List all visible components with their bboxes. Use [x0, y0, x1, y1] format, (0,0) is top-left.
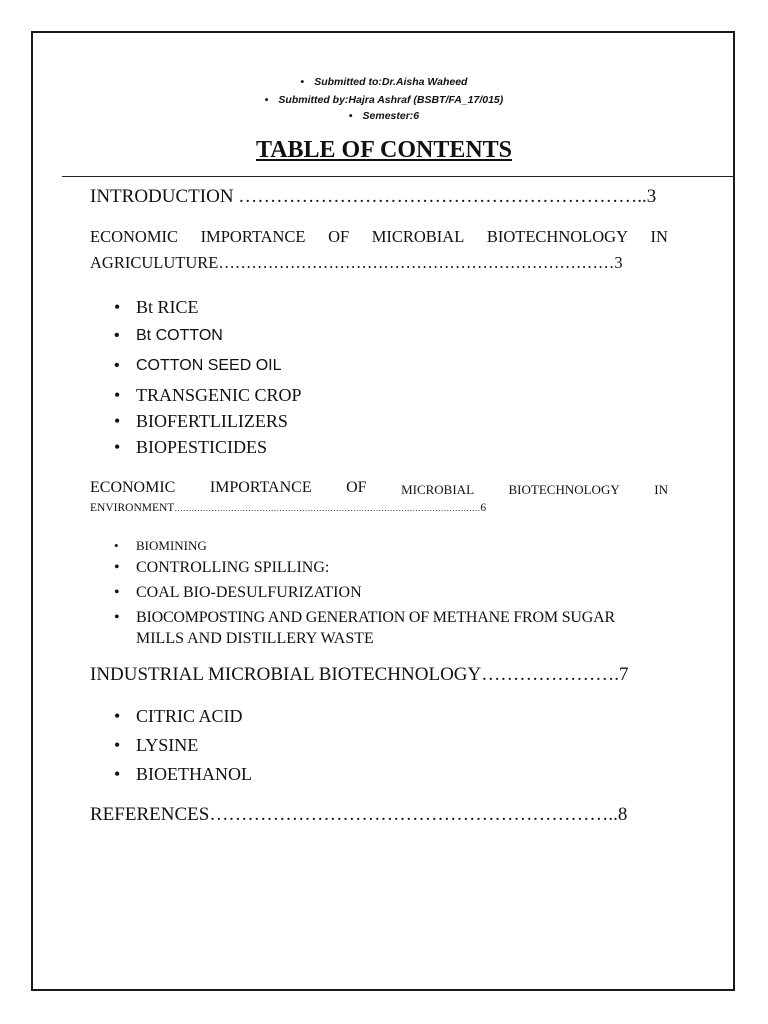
word: BIOTECHNOLOGY [508, 482, 620, 497]
bullet-dot: • [114, 609, 120, 626]
toc-entry-references [90, 804, 627, 826]
semester-line [0, 110, 768, 122]
word: MICROBIAL [401, 482, 475, 497]
word: OF [346, 479, 367, 496]
entry-leader: …………………. [481, 664, 619, 685]
entry-label: INTRODUCTION [90, 186, 234, 207]
word: OF [328, 227, 350, 246]
entry-page: 3 [614, 253, 623, 272]
toc-entry-environment-line1 [90, 479, 668, 498]
entry-label: REFERENCES [90, 804, 210, 825]
entry-page: 3 [646, 186, 657, 207]
entry-leader: ……………………………………………………………………………………………… [174, 503, 481, 513]
title-rule [62, 176, 734, 177]
entry-leader: ……………………………………………………….. [233, 186, 647, 207]
bullet-dot: • [348, 110, 353, 122]
toc-entry-environment-line2 [90, 502, 486, 514]
entry-leader: ……………………………………………………………… [218, 253, 615, 272]
word: ECONOMIC [90, 479, 176, 496]
submitted-by-line [0, 94, 768, 106]
bullet-dot: • [114, 327, 120, 344]
word: BIOTECHNOLOGY [486, 227, 628, 246]
toc-entry-introduction [90, 186, 656, 208]
bullet-dot: • [114, 538, 119, 553]
bullet-dot: • [114, 764, 121, 784]
word: MICROBIAL [371, 227, 465, 246]
submitted-to-line [0, 76, 768, 88]
entry-label: ENVIRONMENT [90, 502, 175, 514]
bullet-dot: • [114, 584, 120, 601]
entry-page: 6 [480, 502, 487, 514]
bullet-dot: • [114, 385, 121, 405]
entry-page: 8 [617, 804, 628, 825]
submitted-by: Submitted by:Hajra Ashraf (BSBT/FA_17/015) [278, 94, 504, 106]
entry-leader: ……………………………………………………….. [209, 804, 618, 825]
word: ECONOMIC [90, 227, 179, 246]
bullet-dot: • [114, 735, 121, 755]
semester: Semester:6 [362, 110, 420, 122]
bullet-dot: • [114, 297, 121, 317]
word: IMPORTANCE [200, 227, 306, 246]
entry-label: INDUSTRIAL MICROBIAL BIOTECHNOLOGY [90, 664, 482, 685]
word: IMPORTANCE [209, 479, 312, 496]
entry-page: 7 [619, 664, 629, 685]
submitted-to: Submitted to:Dr.Aisha Waheed [314, 76, 468, 88]
word: IN [654, 482, 668, 497]
bullet-dot: • [114, 559, 120, 576]
word: IN [650, 227, 668, 246]
toc-entry-industrial [90, 664, 629, 686]
bullet-dot: • [114, 706, 121, 726]
bullet-dot: • [114, 357, 120, 374]
toc-title: TABLE OF CONTENTS [255, 137, 513, 163]
toc-entry-agriculture-line2 [90, 253, 623, 273]
entry-label: AGRICULUTURE [90, 253, 219, 272]
bullet-dot: • [114, 437, 121, 457]
bullet-dot: • [114, 411, 121, 431]
toc-entry-agriculture-line1 [90, 227, 668, 247]
bullet-dot: • [300, 76, 305, 88]
bullet-dot: • [264, 94, 269, 106]
